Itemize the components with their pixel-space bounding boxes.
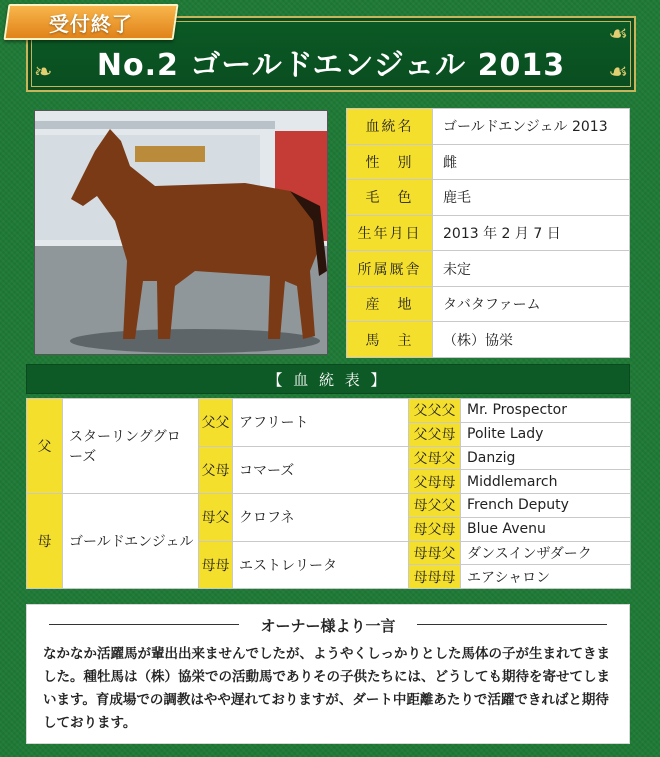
g2-label: 母父 bbox=[199, 494, 233, 542]
g3-name: Blue Avenu bbox=[461, 517, 631, 541]
horse-photo bbox=[34, 110, 328, 355]
g3-label: 母母母 bbox=[409, 565, 461, 589]
g3-label: 父父母 bbox=[409, 422, 461, 446]
dam-name: ゴールドエンジェル bbox=[63, 494, 199, 589]
g3-name: Mr. Prospector bbox=[461, 399, 631, 423]
info-key: 生年月日 bbox=[347, 215, 433, 251]
status-badge-label: 受付終了 bbox=[49, 11, 133, 36]
g3-label: 父母父 bbox=[409, 446, 461, 470]
page-title: No.2 ゴールドエンジェル 2013 bbox=[96, 48, 566, 83]
table-row bbox=[347, 251, 630, 287]
table-row bbox=[347, 215, 630, 251]
g3-name: ダンスインザダーク bbox=[461, 541, 631, 565]
g2-name: アフリート bbox=[233, 399, 409, 447]
g3-label: 父父父 bbox=[409, 399, 461, 423]
table-row bbox=[347, 180, 630, 216]
info-value: 未定 bbox=[433, 251, 630, 287]
owner-message: なかなか活躍馬が輩出出来ませんでしたが、ようやくしっかりとした馬体の子が生まれてきました。種牡馬は（株）協栄での活動馬でありその子供たちには、どうしても期待を寄せてしまいます。育成場での調教はやや遅れておりますが、ダート中距離あたりで活躍できればと期待しております。 bbox=[43, 646, 610, 731]
g3-label: 母母父 bbox=[409, 541, 461, 565]
table-row bbox=[27, 494, 631, 518]
pedigree-heading: 【 血 統 表 】 bbox=[26, 364, 630, 394]
table-row bbox=[347, 144, 630, 180]
table-row bbox=[347, 286, 630, 322]
g3-label: 母父母 bbox=[409, 517, 461, 541]
divider bbox=[417, 624, 607, 625]
pedigree-table bbox=[26, 398, 631, 589]
g2-label: 母母 bbox=[199, 541, 233, 589]
table-row bbox=[347, 109, 630, 145]
info-value: 2013 年 2 月 7 日 bbox=[433, 215, 630, 251]
table-row bbox=[347, 322, 630, 358]
g3-name: Polite Lady bbox=[461, 422, 631, 446]
status-badge bbox=[3, 4, 178, 40]
g2-label: 父父 bbox=[199, 399, 233, 447]
owner-heading: オーナー様より一言 bbox=[260, 617, 396, 635]
info-value: （株）協栄 bbox=[433, 322, 630, 358]
owner-message-box bbox=[26, 604, 630, 744]
g2-name: クロフネ bbox=[233, 494, 409, 542]
info-value: 鹿毛 bbox=[433, 180, 630, 216]
sire-name: スターリンググローズ bbox=[63, 399, 199, 494]
g3-label: 父母母 bbox=[409, 470, 461, 494]
info-key: 毛 色 bbox=[347, 180, 433, 216]
dam-label: 母 bbox=[27, 494, 63, 589]
g2-label: 父母 bbox=[199, 446, 233, 494]
info-value: タバタファーム bbox=[433, 286, 630, 322]
info-value: ゴールドエンジェル 2013 bbox=[433, 109, 630, 145]
g3-name: French Deputy bbox=[461, 494, 631, 518]
g3-label: 母父父 bbox=[409, 494, 461, 518]
g3-name: エアシャロン bbox=[461, 565, 631, 589]
info-key: 所属厩舎 bbox=[347, 251, 433, 287]
info-value: 雌 bbox=[433, 144, 630, 180]
info-key: 血統名 bbox=[347, 109, 433, 145]
g2-name: エストレリータ bbox=[233, 541, 409, 589]
info-key: 性 別 bbox=[347, 144, 433, 180]
horse-info-table bbox=[346, 108, 630, 358]
g3-name: Danzig bbox=[461, 446, 631, 470]
g3-name: Middlemarch bbox=[461, 470, 631, 494]
info-key: 馬 主 bbox=[347, 322, 433, 358]
info-key: 産 地 bbox=[347, 286, 433, 322]
sire-label: 父 bbox=[27, 399, 63, 494]
flourish-icon: ☙ bbox=[608, 60, 628, 85]
table-row bbox=[27, 399, 631, 423]
flourish-icon: ☙ bbox=[608, 22, 628, 47]
flourish-icon: ❧ bbox=[34, 60, 53, 85]
g2-name: コマーズ bbox=[233, 446, 409, 494]
horse-image bbox=[35, 111, 328, 355]
